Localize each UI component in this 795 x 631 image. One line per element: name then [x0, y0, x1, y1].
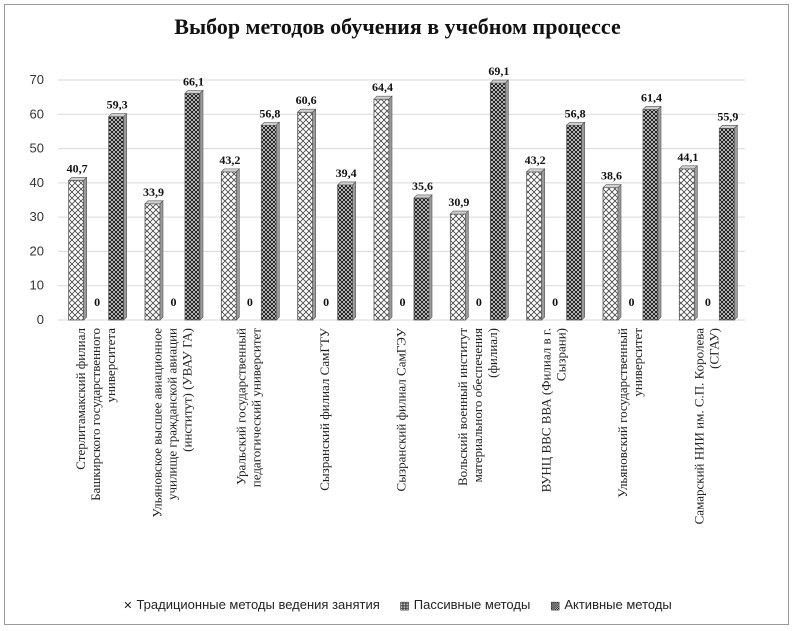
category-label-line: Башкирского государственного — [88, 328, 104, 501]
legend-item-active — [550, 597, 672, 612]
category-label-line: Сызрани) — [553, 328, 569, 382]
category-label-line: Сызранский филиал СамГТУ — [317, 328, 333, 491]
category-label — [691, 328, 721, 525]
y-tick-label: 70 — [29, 72, 44, 87]
data-label-passive: 0 — [704, 295, 711, 309]
category-label — [150, 328, 195, 518]
bar-traditional — [603, 188, 618, 320]
legend — [0, 597, 795, 612]
y-tick-label: 40 — [29, 174, 44, 190]
category-label-line: Уральский государственный — [233, 328, 249, 485]
data-label-passive: 0 — [323, 295, 330, 309]
bar-traditional — [527, 172, 542, 320]
legend-item-passive — [399, 597, 530, 612]
category-label — [317, 327, 332, 491]
category-label-line: училище гражданской авиации — [164, 328, 180, 501]
bar-traditional-side — [618, 185, 621, 320]
data-label-traditional: 40,7 — [66, 161, 88, 176]
category-label-line: (институт) (УВАУ ГА) — [179, 328, 195, 452]
data-label-traditional: 60,6 — [295, 93, 317, 108]
data-label-active: 61,4 — [641, 90, 662, 105]
category-label-line: Стерлитамакский филиал — [73, 328, 89, 470]
bar-active-side — [582, 122, 585, 320]
category-label-line: Самарский НИИ им. С.П. Королева — [691, 328, 707, 525]
y-tick-label: 10 — [29, 277, 44, 293]
bar-active — [109, 117, 124, 320]
data-label-active: 66,1 — [183, 74, 204, 89]
bar-active-side — [658, 106, 661, 320]
category-label-line: университета — [103, 328, 119, 403]
y-tick-label: 0 — [36, 312, 44, 327]
category-label — [73, 327, 118, 500]
data-label-passive: 0 — [94, 295, 101, 309]
category-label-line: Сызранский филиал СамГЭУ — [393, 328, 409, 492]
bar-active-side — [124, 114, 127, 320]
bar-traditional-side — [84, 177, 87, 320]
legend-marker-traditional: ✕ — [123, 600, 133, 612]
bar-active — [643, 109, 658, 320]
legend-label-traditional: Традиционные методы ведения занятия — [136, 597, 380, 612]
category-label-line: (филиал) — [484, 328, 500, 378]
category-label — [615, 328, 645, 498]
data-label-passive: 0 — [399, 295, 406, 309]
category-label-line: Ульяновское высшее авиационное — [149, 328, 165, 518]
bar-active — [414, 198, 429, 320]
category-label-line: Вольский военный институт — [454, 328, 470, 487]
data-label-traditional: 33,9 — [143, 184, 164, 199]
bar-active — [490, 83, 505, 320]
legend-marker-passive: ▦ — [399, 600, 410, 612]
chart-title: Выбор методов обучения в учебном процессе — [174, 14, 621, 39]
bar-active-side — [276, 122, 279, 320]
data-label-active: 39,4 — [335, 165, 357, 180]
bar-traditional-side — [160, 201, 163, 320]
bar-active-side — [200, 90, 203, 320]
data-label-passive: 0 — [628, 295, 635, 309]
bar-traditional — [679, 169, 694, 320]
bar-traditional — [298, 112, 313, 320]
category-label-line: Ульяновский государственный — [615, 328, 630, 498]
category-label-line: университет — [630, 328, 645, 397]
legend-label-active: Активные методы — [564, 597, 672, 612]
category-label-line: материального обеспечения — [469, 328, 485, 483]
category-label — [233, 328, 263, 488]
bar-active — [185, 93, 200, 320]
category-label — [539, 328, 569, 492]
data-label-traditional: 64,4 — [372, 80, 393, 95]
data-label-passive: 0 — [170, 295, 177, 309]
data-label-active: 59,3 — [106, 97, 128, 112]
data-label-active: 56,8 — [259, 106, 281, 121]
bar-traditional-side — [465, 211, 468, 320]
bar-active-side — [734, 125, 737, 320]
y-tick-label: 20 — [29, 243, 44, 259]
bar-active — [719, 128, 734, 320]
bar-traditional — [221, 172, 236, 320]
data-label-active: 35,6 — [412, 178, 433, 193]
data-label-traditional: 43,2 — [219, 152, 241, 167]
bar-active — [567, 125, 582, 320]
bar-traditional-side — [694, 166, 697, 320]
bar-active — [261, 125, 276, 320]
bar-traditional — [145, 204, 160, 320]
data-label-traditional: 38,6 — [601, 168, 622, 183]
y-tick-label: 60 — [29, 106, 44, 122]
bar-traditional — [69, 180, 84, 320]
bar-active-side — [505, 80, 508, 320]
data-label-traditional: 44,1 — [677, 149, 699, 164]
legend-label-passive: Пассивные методы — [413, 597, 531, 612]
legend-item-traditional — [123, 597, 380, 612]
data-label-active: 55,9 — [717, 109, 739, 124]
bar-active — [338, 185, 353, 320]
bar-traditional — [374, 99, 389, 320]
bar-active-side — [353, 182, 356, 320]
data-label-active: 69,1 — [488, 64, 510, 79]
data-label-passive: 0 — [552, 295, 559, 309]
y-tick-label: 30 — [29, 209, 44, 225]
bar-traditional-side — [389, 96, 392, 320]
y-tick-label: 50 — [29, 140, 44, 156]
bar-active-side — [429, 195, 432, 320]
data-label-passive: 0 — [246, 295, 253, 309]
bar-traditional-side — [542, 169, 545, 320]
bar-traditional — [450, 214, 465, 320]
bar-traditional-side — [313, 109, 316, 320]
data-label-active: 56,8 — [564, 106, 586, 121]
legend-marker-active: ▩ — [549, 600, 561, 612]
bar-traditional-side — [236, 169, 239, 320]
category-label — [455, 328, 500, 486]
data-label-passive: 0 — [475, 295, 482, 309]
category-label — [394, 327, 409, 491]
category-label-line: ВУНЦ ВВС ВВА (Филиал в г. — [538, 328, 554, 493]
category-label-line: (СГАУ) — [706, 328, 722, 369]
data-label-traditional: 30,9 — [448, 195, 470, 210]
data-label-traditional: 43,2 — [524, 152, 546, 167]
category-label-line: педагогический университет — [248, 328, 264, 488]
